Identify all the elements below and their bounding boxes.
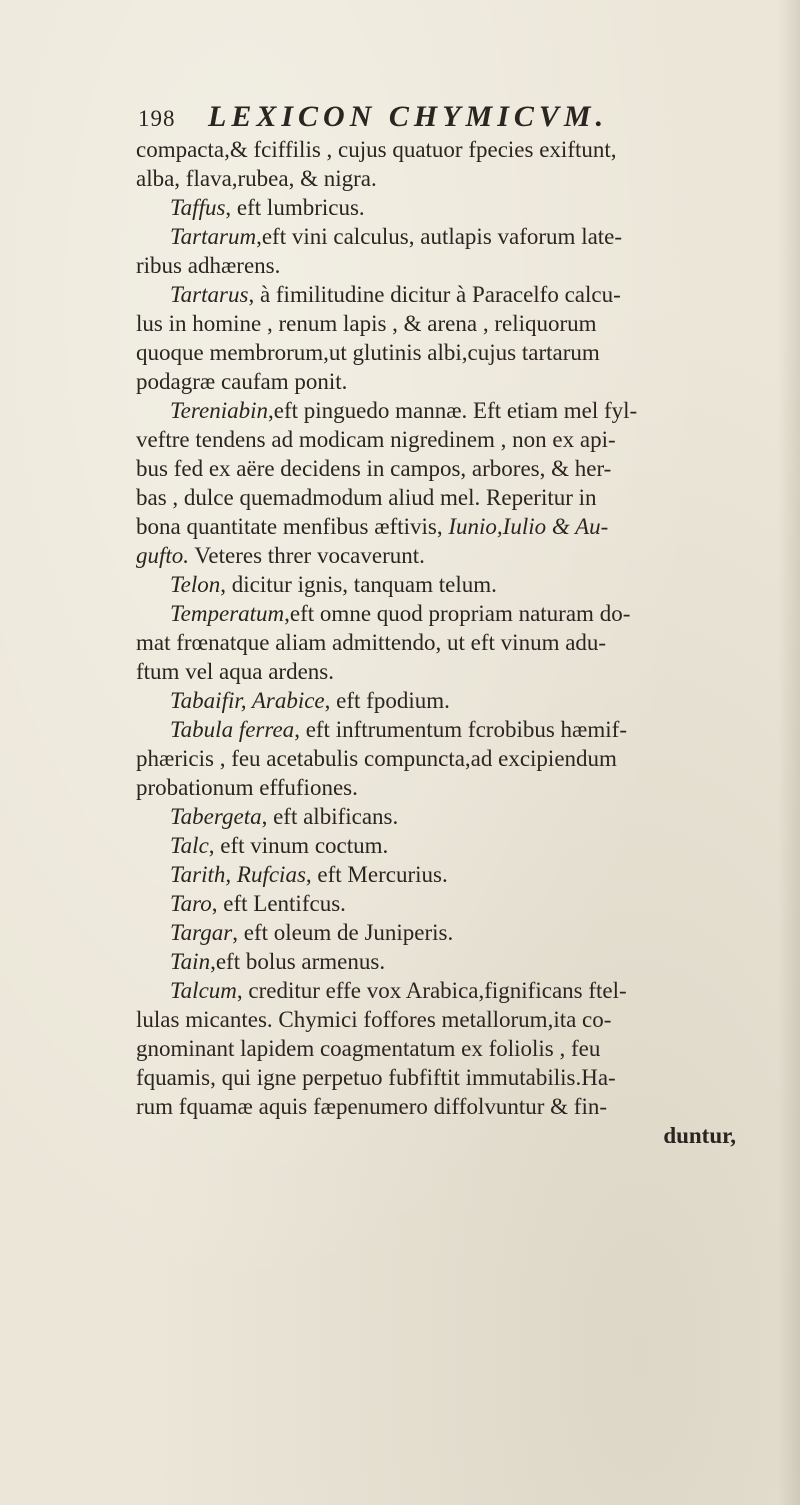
text-line (136, 338, 796, 367)
text-line (136, 309, 796, 338)
text-line (136, 976, 796, 1005)
text-line (136, 860, 796, 889)
text-line (136, 280, 796, 309)
text-line (136, 396, 796, 425)
entry-term: Telon (170, 572, 221, 597)
entry-term: Targar (170, 920, 233, 945)
entry-text: ,eft omne quod propriam naturam do- (284, 601, 631, 626)
entry-term: Tabaifir, Arabice (170, 688, 325, 713)
entry-term: Tain (170, 949, 211, 974)
text-line (136, 1092, 796, 1121)
entry-term: Taro (170, 891, 212, 916)
entry-text: compacta,& fciffilis , cujus quatuor fpecies exiftunt, (136, 137, 617, 162)
running-title: LEXICON CHYMICVM. (208, 100, 609, 133)
text-line (136, 947, 796, 976)
entry-text: , à fimilitudine dicitur à Paracelfo calcu- (248, 282, 621, 307)
entry-text: bona quantitate menfibus æftivis, (136, 514, 449, 539)
entry-text: probationum effufiones. (136, 775, 358, 800)
entry-term: Taffus (170, 195, 226, 220)
catchword: duntur, (663, 1123, 736, 1148)
text-line (136, 657, 796, 686)
text-line (136, 831, 796, 860)
text-line (136, 512, 796, 541)
text-line (136, 773, 796, 802)
text-line (136, 367, 796, 396)
entry-text: rum fquamæ aquis fæpenumero diffolvuntur & fin- (136, 1094, 607, 1119)
text-line (136, 744, 796, 773)
text-body (136, 135, 796, 1150)
entry-term: Iunio,Iulio & Au- (448, 514, 609, 539)
entry-term: Tereniabin (170, 398, 268, 423)
entry-text: , eft inftrumentum fcrobibus hæmif- (294, 717, 627, 742)
text-line (136, 222, 796, 251)
entry-term: Temperatum (170, 601, 285, 626)
text-line (136, 1034, 796, 1063)
text-line (136, 1063, 796, 1092)
text-line (136, 541, 796, 570)
page-number: 198 (138, 106, 176, 131)
text-line (136, 628, 796, 657)
entry-text: quoque membrorum,ut glutinis albi,cujus tartarum (136, 340, 600, 365)
text-line (136, 1005, 796, 1034)
text-line (136, 599, 796, 628)
entry-term: Talcum (170, 978, 237, 1003)
text-line (136, 686, 796, 715)
text-line (136, 193, 796, 222)
entry-text: lus in homine , renum lapis , & arena , reliquorum (136, 311, 597, 336)
entry-text: , eft albificans. (261, 804, 399, 829)
entry-text: , dicitur ignis, tanquam telum. (220, 572, 497, 597)
text-line (136, 454, 796, 483)
text-line (136, 164, 796, 193)
entry-text: ,eft vini calculus, autlapis vaforum late- (256, 224, 623, 249)
text-line (136, 135, 796, 164)
text-line (136, 802, 796, 831)
entry-text: veftre tendens ad modicam nigredinem , non ex api- (136, 427, 616, 452)
entry-text: , eft vinum coctum. (208, 833, 389, 858)
entry-text: phæricis , feu acetabulis compuncta,ad excipiendum (136, 746, 617, 771)
entry-text: gnominant lapidem coagmentatum ex foliolis , feu (136, 1036, 601, 1061)
entry-text: podagræ caufam ponit. (136, 369, 348, 394)
entry-text: mat frœnatque aliam admittendo, ut eft vinum adu- (136, 630, 607, 655)
entry-text: fquamis, qui igne perpetuo fubfiftit immutabilis.Ha- (136, 1065, 616, 1090)
entry-term: Tabergeta (170, 804, 262, 829)
entry-text: lulas micantes. Chymici foffores metallorum,ita co- (136, 1007, 612, 1032)
entry-text: ribus adhærens. (136, 253, 281, 278)
entry-text: ftum vel aqua ardens. (136, 659, 334, 684)
entry-text: , creditur effe vox Arabica,fignificans ftel- (236, 978, 627, 1003)
entry-text: bus fed ex aëre decidens in campos, arbores, & her- (136, 456, 612, 481)
entry-term: Tabula ferrea (170, 717, 295, 742)
page-header (138, 100, 758, 140)
entry-text: , eft Mercurius. (305, 862, 448, 887)
entry-term: gufto. (136, 543, 190, 568)
text-line (136, 483, 796, 512)
entry-text: , eft fpodium. (324, 688, 450, 713)
entry-term: Tartarum (170, 224, 257, 249)
entry-text: Veteres threr vocaverunt. (189, 543, 425, 568)
entry-text: , eft lumbricus. (225, 195, 365, 220)
text-line (136, 570, 796, 599)
text-line (136, 889, 796, 918)
entry-term: Tarith, Rufcias (170, 862, 306, 887)
entry-term: Talc (170, 833, 209, 858)
entry-text: bas , dulce quemadmodum aliud mel. Reperitur in (136, 485, 597, 510)
entry-text: alba, flava,rubea, & nigra. (136, 166, 377, 191)
entry-text: , eft Lentifcus. (211, 891, 346, 916)
entry-text: ,eft bolus armenus. (210, 949, 386, 974)
text-line (136, 251, 796, 280)
text-line (136, 715, 796, 744)
entry-text: ,eft pinguedo mannæ. Eft etiam mel fyl- (267, 398, 638, 423)
text-line (136, 425, 796, 454)
entry-text: , eft oleum de Juniperis. (232, 920, 454, 945)
entry-term: Tartarus (170, 282, 249, 307)
text-line (136, 918, 796, 947)
